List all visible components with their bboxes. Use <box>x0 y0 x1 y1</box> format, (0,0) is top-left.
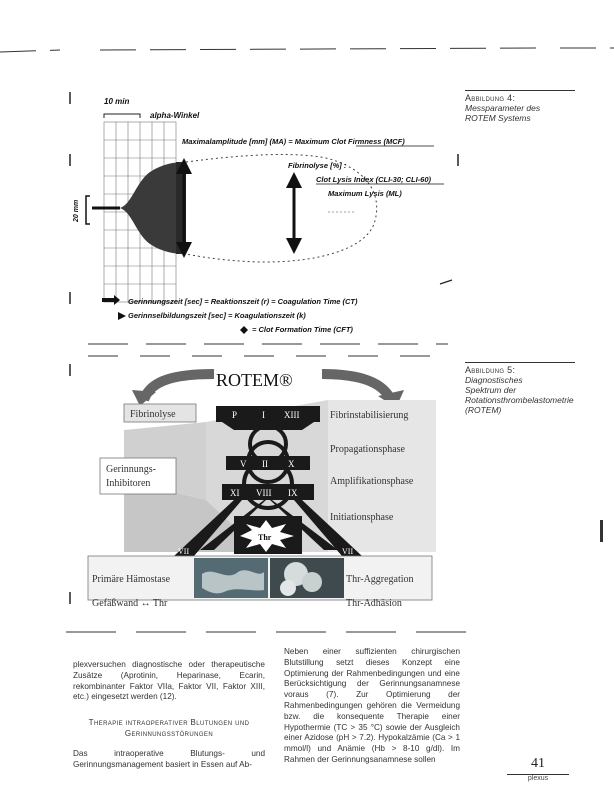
label-10min: 10 min <box>104 97 130 106</box>
factor-vii-left: VII <box>178 547 190 556</box>
thr-label: Thr <box>258 533 272 542</box>
page-number: 41 <box>531 756 545 771</box>
header-rule <box>0 44 614 56</box>
label-mcf: Maximalamplitude [mm] (MA) = Maximum Clot Firmness (MCF) <box>182 137 405 146</box>
fig5-title: ROTEM® <box>216 370 293 390</box>
factor-ii: II <box>262 459 268 469</box>
thr-adhaesion: Thr-Adhäsion <box>346 598 402 609</box>
label-cli: Clot Lysis Index (CLI-30; CLI-60) <box>316 175 432 184</box>
figure-5-diagram <box>66 360 450 622</box>
box-inhibitoren-2: Inhibitoren <box>106 478 151 489</box>
figure-5-caption-title: Abbildung 5: <box>465 365 516 375</box>
col1-paragraph-2: Das intraoperative Blutungs- und Gerinnungsmanagement basiert in Essen auf Ab- <box>73 749 265 769</box>
col1-paragraph-1: plexversuchen diagnostische oder therapeutische Zusätze (Aprotinin, Heparinase, Ecarin, rekombinanter Faktor VIIa, Faktor VII, Faktor XIII, etc.) eingesetzt werden (12). <box>73 660 265 702</box>
body-column-1 <box>73 660 265 771</box>
body-separator <box>66 628 466 636</box>
label-cft-2: = Clot Formation Time (CFT) <box>252 325 353 334</box>
figure-4-caption-title: Abbildung 4: <box>465 93 516 103</box>
box-inhibitoren-1: Gerinnungs- <box>106 464 156 475</box>
label-cft-1: Gerinnselbildungszeit [sec] = Koagulationszeit (k) <box>128 311 306 320</box>
body-column-2 <box>284 647 460 766</box>
col1-section-heading: Therapie intraoperativer Blutungen und Gerinnungsstörungen <box>88 718 250 739</box>
phase-amplifikation: Amplifikationsphase <box>330 476 414 487</box>
brand-label: plexus <box>527 775 549 782</box>
figure-5-caption <box>465 362 585 415</box>
factor-xi: XI <box>230 488 240 498</box>
factor-x: X <box>288 459 295 469</box>
page-number-box <box>507 756 569 782</box>
page-edge-mark <box>600 520 603 542</box>
factor-v: V <box>240 459 247 469</box>
factor-vii-right: VII <box>342 547 354 556</box>
factor-p: P <box>232 410 238 420</box>
box-fibrinolyse: Fibrinolyse <box>130 409 176 420</box>
label-ct: Gerinnungszeit [sec] = Reaktionszeit (r) = Coagulation Time (CT) <box>128 297 358 306</box>
label-fibrinolyse: Fibrinolyse [%] : <box>288 161 347 170</box>
figure-5-caption-text: Diagnostisches Spektrum der Rotationsthrombelastometrie (ROTEM) <box>465 375 574 415</box>
label-ml: Maximum Lysis (ML) <box>328 189 402 198</box>
factor-viii: VIII <box>256 488 272 498</box>
col2-paragraph-1: Neben einer suffizienten chirurgischen Blutstillung setzt dieses Konzept eine Optimierung der Rahmenbedingungen und eine Berücksichtigung der Gerinnungsanamnese voraus (7). Zur Optimierung der Rahmenbedingungen gehören die Vermeidung bzw. die konsequente Therapie einer Hypothermie (TC > 35 °C) sowie der Ausgleich einer Azidose (pH > 7.2). Hypokalzämie (Ca > 1 mmol/l) und Anämie (Hb > 8-10 g/dl). Im Rahmen der Gerinnungsanamnese sollen <box>284 647 460 764</box>
figure-separator <box>88 340 448 360</box>
figure-4-diagram <box>66 84 462 340</box>
primaere-haemostase: Primäre Hämostase <box>92 574 171 585</box>
gefaesswand-thr: Gefäßwand ↔ Thr <box>92 598 168 609</box>
factor-xiii: XIII <box>284 410 300 420</box>
factor-ix: IX <box>288 488 298 498</box>
label-alpha-angle: alpha-Winkel <box>150 111 200 120</box>
phase-propagation: Propagationsphase <box>330 444 405 455</box>
label-20mm: 20 mm <box>73 199 80 222</box>
figure-4-caption-text: Messparameter des ROTEM Systems <box>465 103 541 123</box>
phase-initiation: Initiationsphase <box>330 512 394 523</box>
phase-fibrinstabilisierung: Fibrinstabilisierung <box>330 410 409 421</box>
factor-i: I <box>262 410 265 420</box>
thr-aggregation: Thr-Aggregation <box>346 574 414 585</box>
figure-4-caption <box>465 90 585 123</box>
